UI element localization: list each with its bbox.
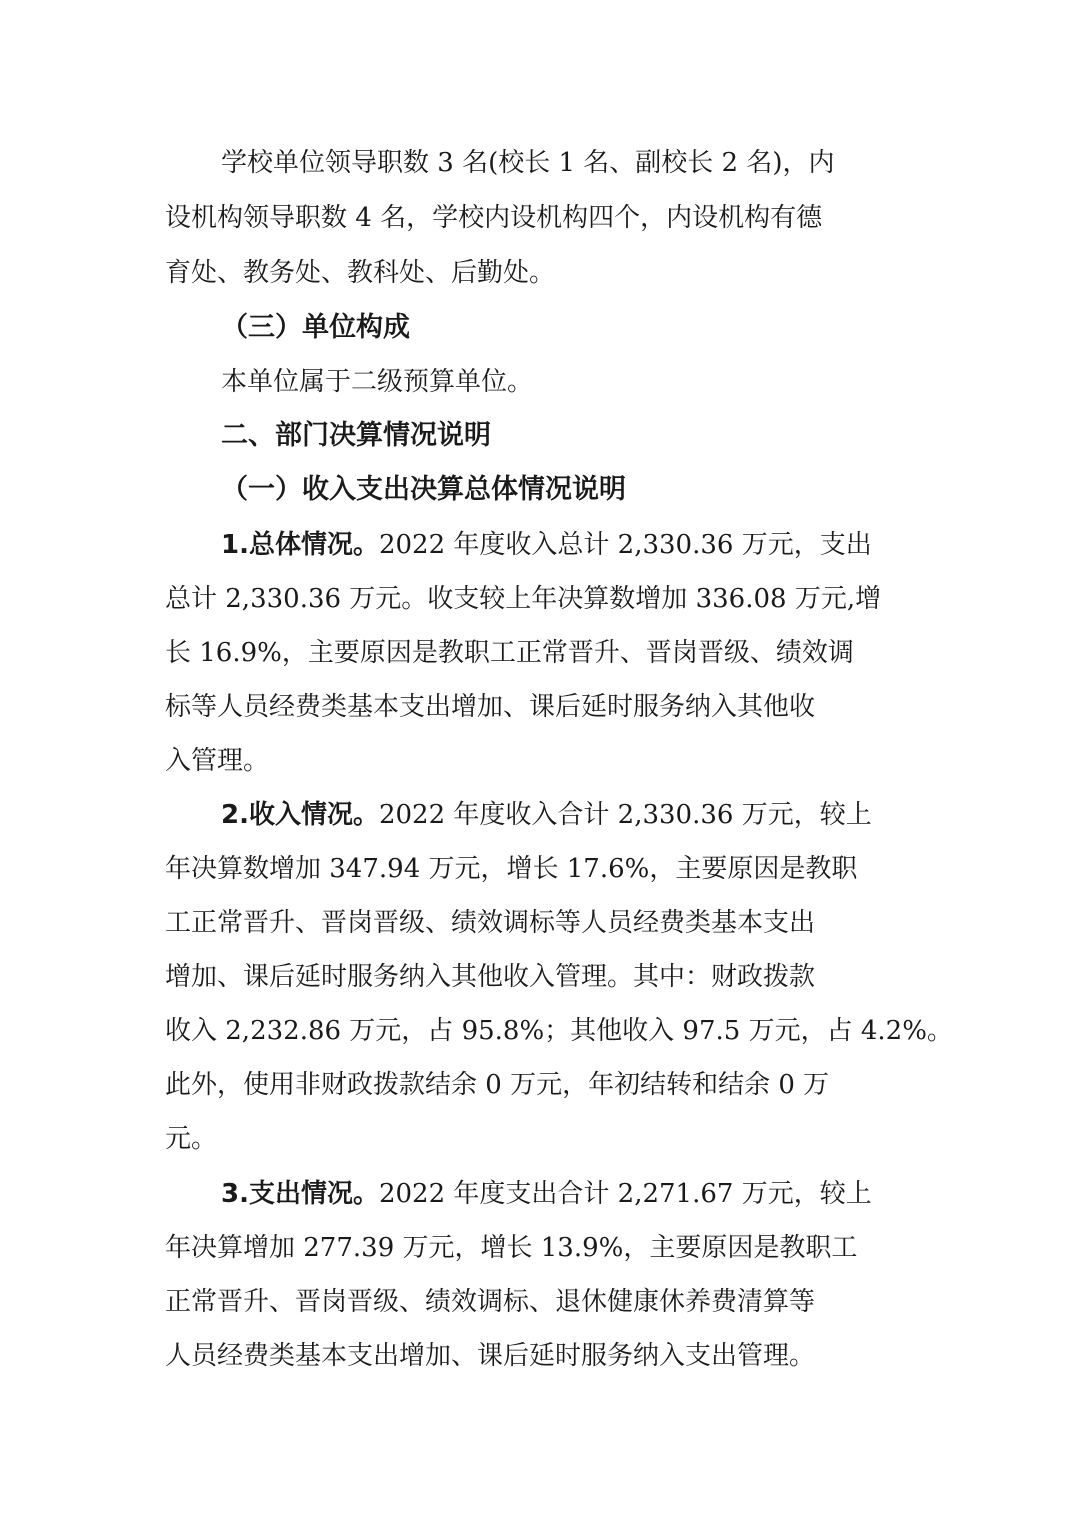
paragraph-expense-line-2: 年决算增加 277.39 万元，增长 13.9%，主要原因是教职工 <box>165 1233 858 1263</box>
paragraph-income-line-5: 收入 2,232.86 万元，占 95.8%；其他收入 97.5 万元，占 4.2%。 <box>165 1016 953 1046</box>
paragraph-expense-line-3: 正常晋升、晋岗晋级、绩效调标、退休健康休养费清算等 <box>165 1287 816 1317</box>
paragraph-overall-line-2: 总计 2,330.36 万元。收支较上年决算数增加 336.08 万元,增 <box>165 584 882 614</box>
paragraph-income-line-6: 此外，使用非财政拨款结余 0 万元，年初结转和结余 0 万 <box>165 1070 830 1100</box>
paragraph-income-line-3: 工正常晋升、晋岗晋级、绩效调标等人员经费类基本支出 <box>165 908 816 938</box>
expense-text-1: 2022 年度支出合计 2,271.67 万元，较上 <box>378 1179 872 1209</box>
heading-section-2: 二、部门决算情况说明 <box>221 420 491 451</box>
paragraph-income-line-2: 年决算数增加 347.94 万元，增长 17.6%，主要原因是教职 <box>165 854 858 884</box>
paragraph-unit-level: 本单位属于二级预算单位。 <box>221 367 534 397</box>
heading-unit-composition: （三）单位构成 <box>221 312 410 343</box>
paragraph-leadership-line-1: 学校单位领导职数 3 名(校长 1 名、副校长 2 名)，内 <box>221 148 835 178</box>
paragraph-overall-line-4: 标等人员经费类基本支出增加、课后延时服务纳入其他收 <box>165 692 816 722</box>
paragraph-leadership-line-3: 育处、教务处、教科处、后勤处。 <box>165 258 556 288</box>
overall-lead: 1.总体情况。 <box>221 530 379 560</box>
overall-text-1: 2022 年度收入总计 2,330.36 万元，支出 <box>378 530 872 560</box>
paragraph-income-line-1 <box>221 795 872 835</box>
income-text-1: 2022 年度收入合计 2,330.36 万元，较上 <box>378 800 872 830</box>
paragraph-overall-line-3: 长 16.9%，主要原因是教职工正常晋升、晋岗晋级、绩效调 <box>165 638 854 668</box>
paragraph-expense-line-1 <box>221 1174 872 1214</box>
paragraph-overall-line-1 <box>221 525 872 565</box>
heading-overall-summary: （一）收入支出决算总体情况说明 <box>221 474 626 505</box>
expense-lead: 3.支出情况。 <box>221 1179 379 1209</box>
paragraph-leadership-line-2: 设机构领导职数 4 名，学校内设机构四个，内设机构有德 <box>165 203 823 233</box>
paragraph-expense-line-4: 人员经费类基本支出增加、课后延时服务纳入支出管理。 <box>165 1341 816 1371</box>
paragraph-overall-line-5: 入管理。 <box>165 746 270 776</box>
income-lead: 2.收入情况。 <box>221 800 379 830</box>
paragraph-income-line-4: 增加、课后延时服务纳入其他收入管理。其中：财政拨款 <box>165 962 816 992</box>
paragraph-income-line-7: 元。 <box>165 1124 218 1154</box>
